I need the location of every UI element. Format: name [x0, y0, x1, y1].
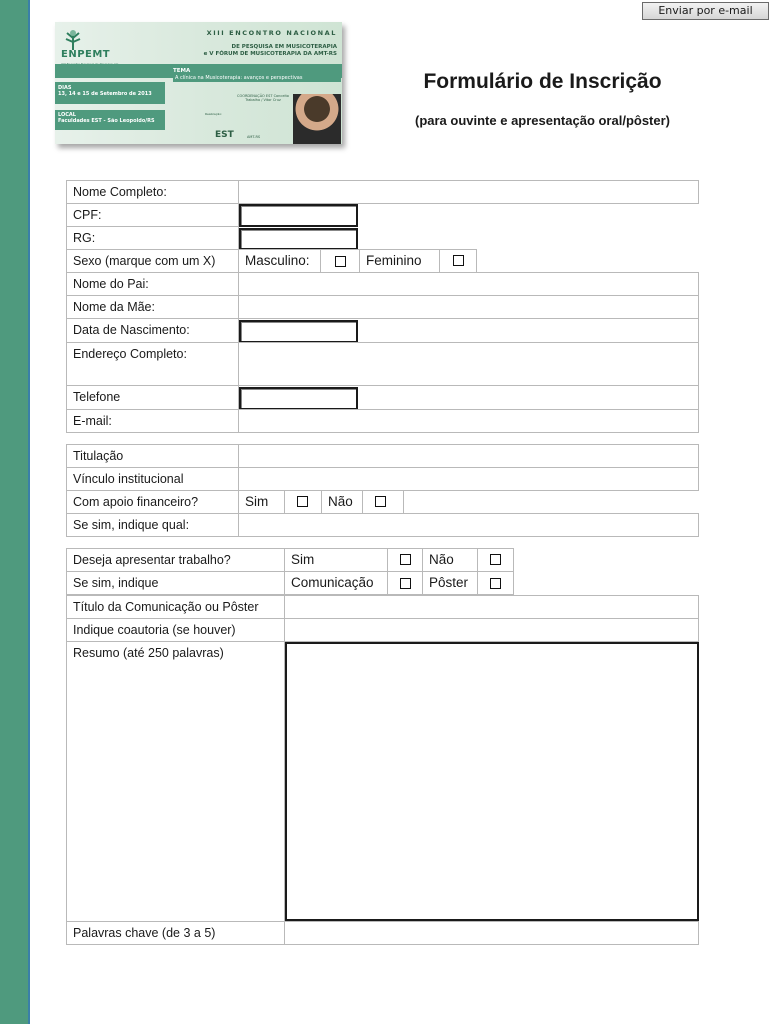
nome-mae-field[interactable] — [238, 295, 699, 319]
banner-dias-label: DIAS — [58, 85, 72, 91]
event-banner — [55, 22, 342, 144]
poster-cell — [477, 571, 514, 595]
vinculo-field[interactable] — [238, 467, 699, 491]
apresentar-sim-cell — [387, 548, 423, 572]
rg-field[interactable] — [239, 228, 358, 250]
banner-header-line3: e V FÓRUM DE MUSICOTERAPIA DA AMT-RS — [203, 51, 337, 57]
apoio-sim-cell — [284, 490, 322, 514]
banner-dias — [58, 85, 152, 97]
label-palavras-chave: Palavras chave (de 3 a 5) — [66, 921, 285, 945]
label-apoio-nao: Não — [321, 490, 363, 514]
label-apoio: Com apoio financeiro? — [66, 490, 239, 514]
banner-coordination: COORDENAÇÃO EST Conceito Trabalho / Vitor Cruz — [237, 94, 289, 102]
palavras-chave-field[interactable] — [284, 921, 699, 945]
label-sexo: Sexo (marque com um X) — [66, 249, 239, 273]
endereco-field[interactable] — [238, 342, 699, 386]
label-masculino: Masculino: — [238, 249, 321, 273]
nome-pai-field[interactable] — [238, 272, 699, 296]
left-color-bar — [0, 0, 30, 1024]
apresentar-sim-checkbox[interactable] — [400, 554, 411, 565]
banner-local-label: LOCAL — [58, 112, 76, 118]
label-resumo: Resumo (até 250 palavras) — [66, 641, 285, 922]
apresentar-nao-checkbox[interactable] — [490, 554, 501, 565]
label-titulacao: Titulação — [66, 444, 239, 468]
label-email: E-mail: — [66, 409, 239, 433]
apoio-nao-cell — [362, 490, 404, 514]
banner-realization: Realização: — [205, 112, 223, 116]
label-poster: Pôster — [422, 571, 478, 595]
telefone-field[interactable] — [239, 387, 358, 410]
banner-tema-label: TEMA — [173, 68, 191, 74]
label-rg: RG: — [66, 226, 239, 250]
comunicacao-cell — [387, 571, 423, 595]
label-nome-mae: Nome da Mãe: — [66, 295, 239, 319]
banner-tema-value: A clínica na Musicoterapia: avanços e perspectivas — [173, 74, 341, 82]
comunicacao-checkbox[interactable] — [400, 578, 411, 589]
send-email-button[interactable]: Enviar por e-mail — [642, 2, 769, 20]
label-coautoria: Indique coautoria (se houver) — [66, 618, 285, 642]
titulacao-field[interactable] — [238, 444, 699, 468]
cpf-field[interactable] — [239, 204, 358, 227]
apresentar-nao-cell — [477, 548, 514, 572]
banner-amt-logo: AMT-RS — [247, 135, 261, 139]
label-telefone: Telefone — [66, 385, 239, 410]
banner-dias-value: 13, 14 e 15 de Setembro de 2013 — [58, 91, 152, 97]
nome-completo-field[interactable] — [238, 180, 699, 204]
label-comunicacao: Comunicação — [284, 571, 388, 595]
banner-header-line1: XIII ENCONTRO NACIONAL — [206, 29, 337, 37]
banner-local — [58, 112, 155, 124]
email-field[interactable] — [238, 409, 699, 433]
label-indique-qual: Se sim, indique qual: — [66, 513, 239, 537]
form-subtitle: (para ouvinte e apresentação oral/pôster) — [414, 113, 671, 128]
label-endereco: Endereço Completo: — [66, 342, 239, 386]
label-apresentar-nao: Não — [422, 548, 478, 572]
label-nome-pai: Nome do Pai: — [66, 272, 239, 296]
apoio-nao-checkbox[interactable] — [375, 496, 386, 507]
banner-header-lines — [149, 44, 337, 58]
form-title: Formulário de Inscrição — [423, 70, 662, 93]
feminino-cell — [439, 249, 477, 273]
data-nascimento-field[interactable] — [239, 320, 358, 343]
coautoria-field[interactable] — [284, 618, 699, 642]
label-titulo-comunicacao: Título da Comunicação ou Pôster — [66, 595, 285, 619]
label-data-nascimento: Data de Nascimento: — [66, 318, 239, 343]
titulo-comunicacao-field[interactable] — [284, 595, 699, 619]
banner-logo-text: ENPEMT — [61, 49, 111, 60]
banner-est-logo: EST — [215, 130, 234, 140]
label-feminino: Feminino — [359, 249, 440, 273]
indique-qual-field[interactable] — [238, 513, 699, 537]
label-apoio-sim: Sim — [238, 490, 285, 514]
masculino-cell — [320, 249, 360, 273]
feminino-checkbox[interactable] — [453, 255, 464, 266]
label-apresentar-sim: Sim — [284, 548, 388, 572]
label-vinculo: Vínculo institucional — [66, 467, 239, 491]
apoio-sim-checkbox[interactable] — [297, 496, 308, 507]
label-cpf: CPF: — [66, 203, 239, 227]
masculino-checkbox[interactable] — [335, 256, 346, 267]
poster-checkbox[interactable] — [490, 578, 501, 589]
label-nome-completo: Nome Completo: — [66, 180, 239, 204]
label-apresentar: Deseja apresentar trabalho? — [66, 548, 285, 572]
banner-header-line2: DE PESQUISA EM MUSICOTERAPIA — [231, 44, 337, 50]
resumo-field[interactable] — [285, 642, 699, 921]
label-se-sim: Se sim, indique — [66, 571, 285, 595]
banner-local-value: Faculdades EST - São Leopoldo/RS — [58, 118, 155, 124]
